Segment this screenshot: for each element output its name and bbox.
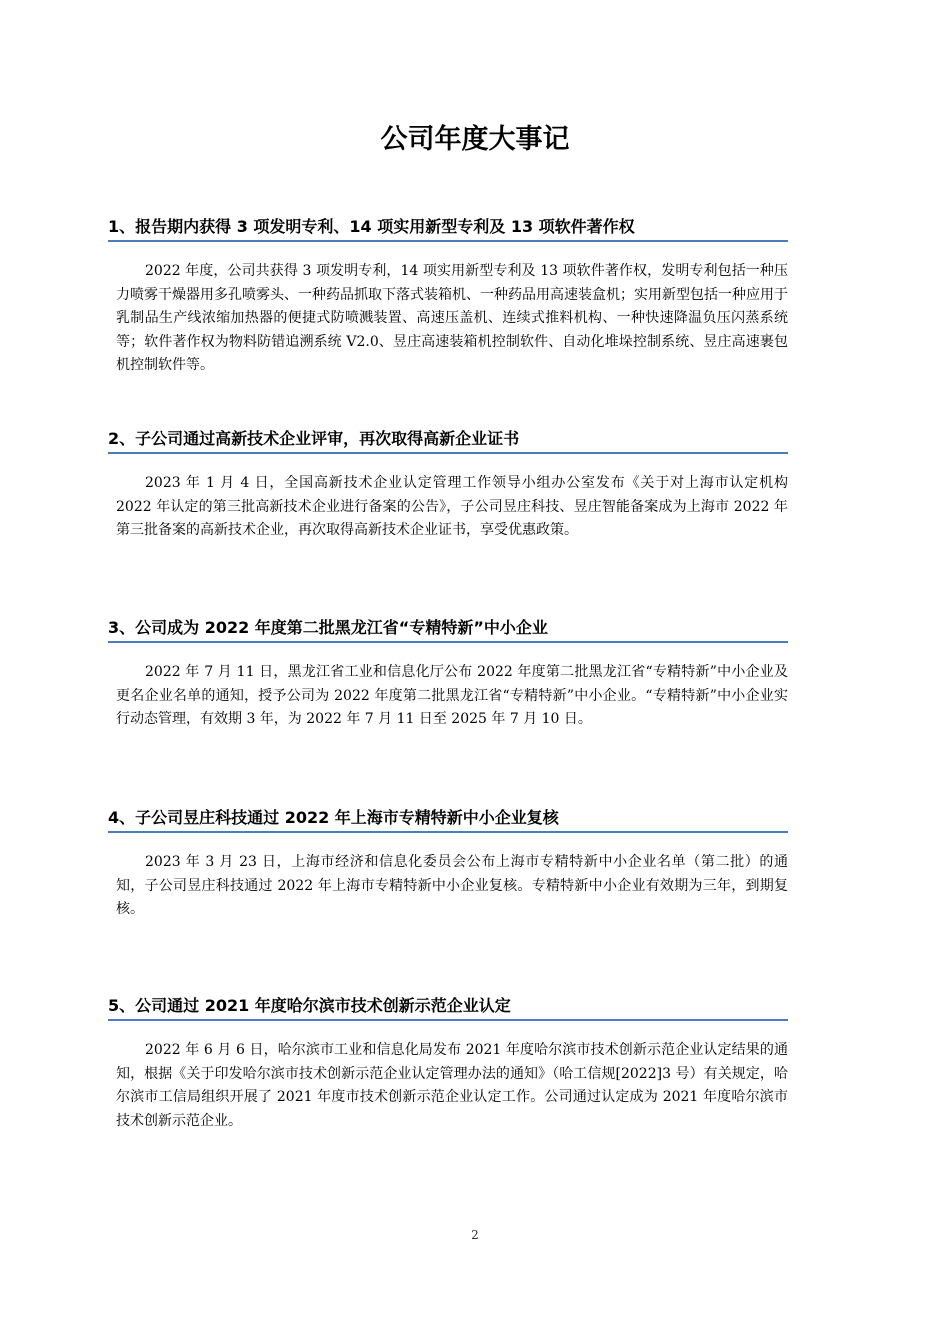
section-heilongjiang-specialized [108,616,788,732]
section-body: 2023 年 3 月 23 日，上海市经济和信息化委员会公布上海市专精特新中小企业名单（第二批）的通知，子公司昱庄科技通过 2022 年上海市专精特新中小企业复核。专精特新中小企业有效期为三年，到期复核。 [116,854,788,917]
section-body: 2022 年 7 月 11 日，黑龙江省工业和信息化厅公布 2022 年度第二批黑龙江省“专精特新”中小企业及更名企业名单的通知，授予公司为 2022 年度第二批黑龙江省“专精特新”中小企业。“专精特新”中小企业实行动态管理，有效期 3 年，为 2022 年 7 月 11 日至 2025 年 7 月 10 日。 [116,664,788,727]
section-heading: 4、子公司昱庄科技通过 2022 年上海市专精特新中小企业复核 [108,806,788,833]
section-body: 2023 年 1 月 4 日，全国高新技术企业认定管理工作领导小组办公室发布《关于对上海市认定机构 2022 年认定的第三批高新技术企业进行备案的公告》，子公司昱庄科技、昱庄智能备案成为上海市 2022 年第三批备案的高新技术企业，再次取得高新技术企业证书，享受优惠政策。 [116,475,788,538]
section-heading: 2、子公司通过高新技术企业评审，再次取得高新企业证书 [108,427,788,454]
section-body: 2022 年度，公司共获得 3 项发明专利，14 项实用新型专利及 13 项软件著作权，发明专利包括一种压力喷雾干燥器用多孔喷雾头、一种药品抓取下落式装箱机、一种药品用高速装盒机；实用新型包括一种应用于乳制品生产线浓缩加热器的便捷式防喷溅装置、高速压盖机、连续式推料机构、一种快速降温负压闪蒸系统等；软件著作权为物料防错追溯系统 V2.0、昱庄高速装箱机控制软件、自动化堆垛控制系统、昱庄高速裹包机控制软件等。 [116,263,788,373]
section-shanghai-specialized-review [108,806,788,922]
section-heading: 3、公司成为 2022 年度第二批黑龙江省“专精特新”中小企业 [108,616,788,643]
section-patents [108,215,788,378]
section-heading: 1、报告期内获得 3 项发明专利、14 项实用新型专利及 13 项软件著作权 [108,215,788,242]
section-body: 2022 年 6 月 6 日，哈尔滨市工业和信息化局发布 2021 年度哈尔滨市技术创新示范企业认定结果的通知，根据《关于印发哈尔滨市技术创新示范企业认定管理办法的通知》（哈工信规[2022]3 号）有关规定，哈尔滨市工信局组织开展了 2021 年度市技术创新示范企业认定工作。公司通过认定成为 2021 年度哈尔滨市技术创新示范企业。 [116,1042,788,1129]
page-number: 2 [471,1228,479,1242]
page-title: 公司年度大事记 [380,124,570,155]
section-high-tech-enterprise [108,427,788,543]
section-heading: 5、公司通过 2021 年度哈尔滨市技术创新示范企业认定 [108,994,788,1021]
section-harbin-innovation [108,994,788,1133]
